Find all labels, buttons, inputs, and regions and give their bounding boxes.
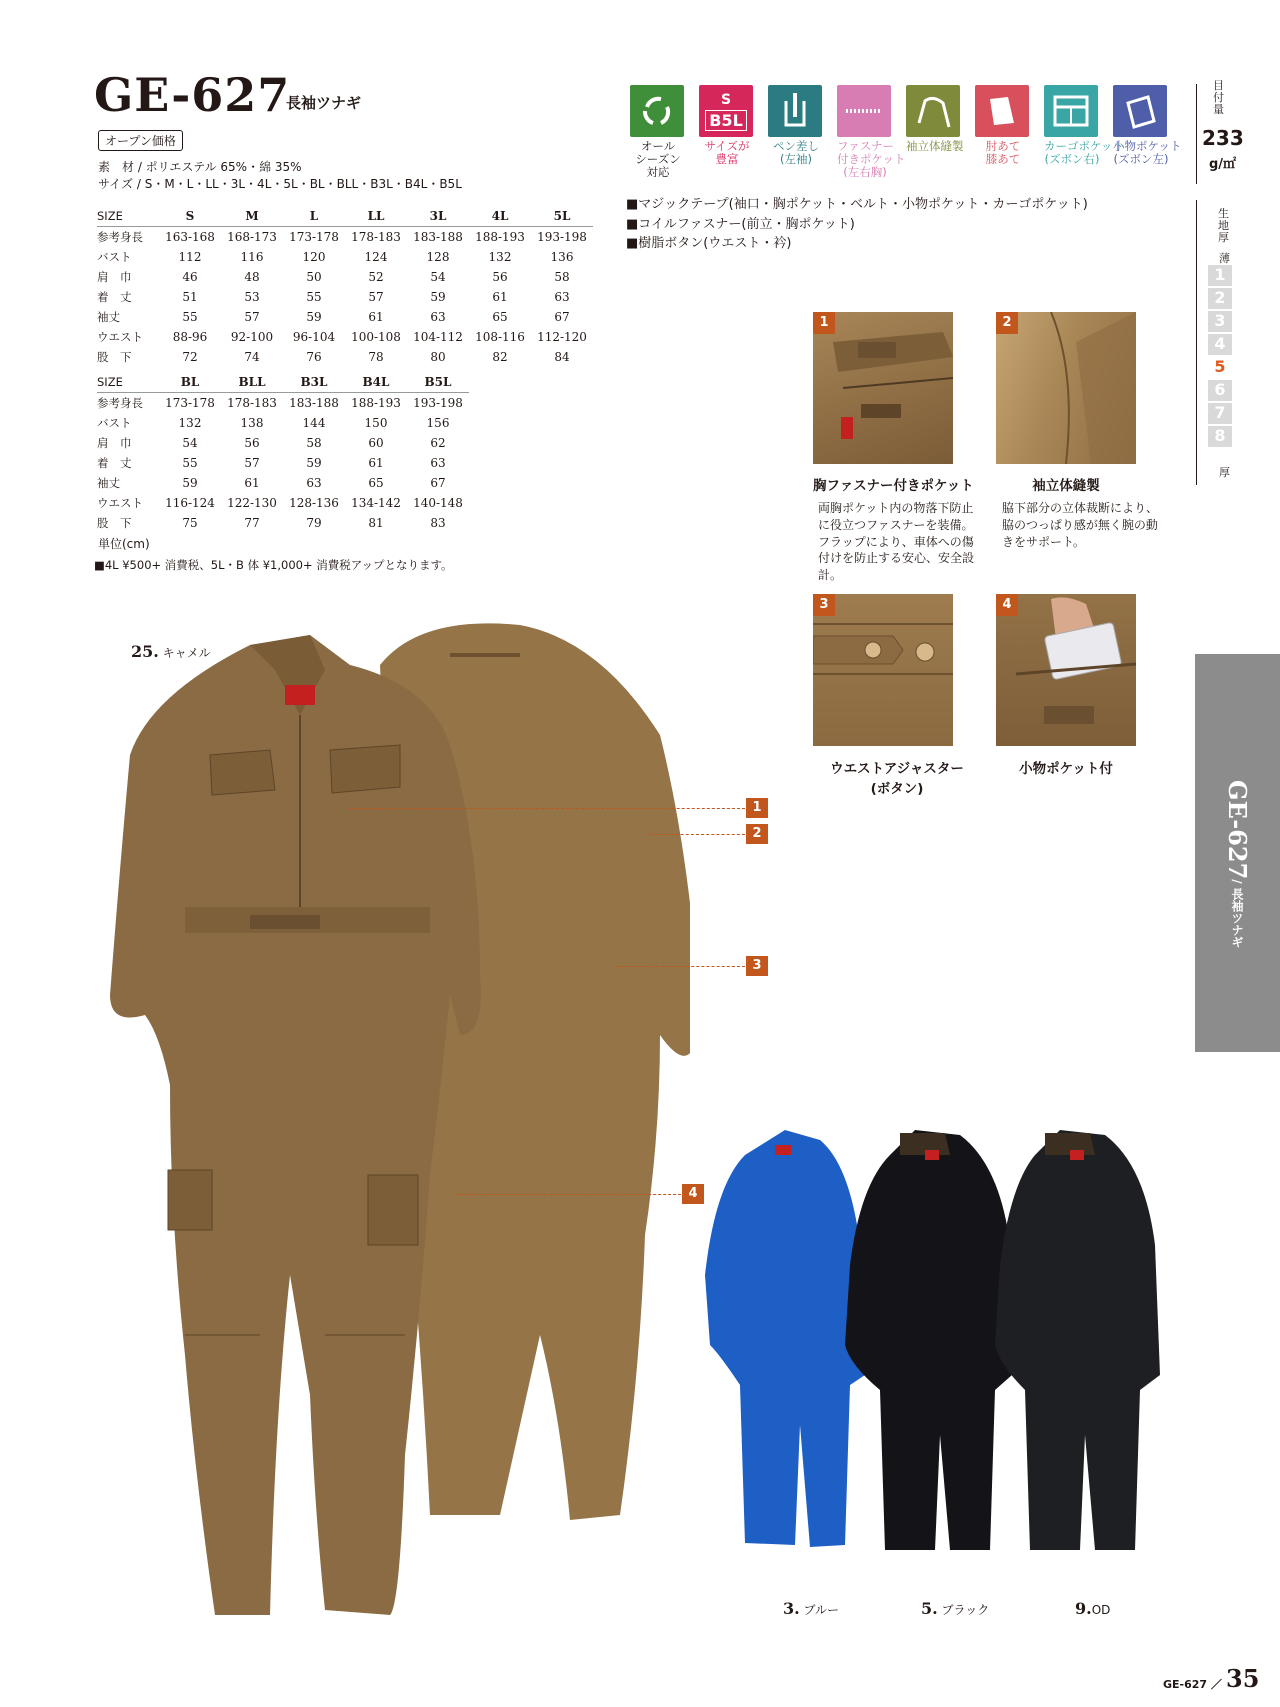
feature-list: [626, 195, 1088, 254]
size-cell: 59: [430, 290, 446, 304]
size-cell: 188-193: [351, 396, 401, 410]
thickness-level: 6: [1208, 380, 1232, 403]
size-row-label: ウエスト: [97, 496, 143, 510]
icon-box-text: S: [720, 91, 732, 108]
size-cell: 54: [182, 436, 198, 450]
size-header-cell: LL: [345, 206, 407, 227]
icon-caption-line: 付きポケット: [837, 152, 906, 167]
size-header-cell: 3L: [407, 206, 469, 227]
waist-adjuster-image: [813, 594, 953, 746]
size-cell: 56: [244, 436, 260, 450]
size-cell: 116-124: [165, 496, 215, 510]
callout-line: [650, 834, 745, 835]
side-tab-model: GE-627: [1223, 780, 1252, 880]
size-cell: 74: [244, 350, 260, 364]
detail-title-3-line-1: ウエストアジャスター: [830, 761, 964, 777]
detail-number: 2: [996, 312, 1018, 334]
icon-caption-line: 豊富: [715, 152, 739, 167]
size-header-cell: BLL: [221, 372, 283, 393]
cargo-pocket-icon-box: [1044, 85, 1098, 137]
icon-caption-line: 膝あて: [985, 152, 1021, 167]
size-cell: 59: [306, 456, 322, 470]
size-cell: 51: [182, 290, 198, 304]
size-cell: 58: [554, 270, 570, 284]
detail-number: 1: [813, 312, 835, 334]
size-cell: 57: [244, 456, 260, 470]
chest-pocket-image: [813, 312, 953, 464]
size-row: [97, 513, 469, 533]
size-cell: 60: [368, 436, 384, 450]
size-cell: 140-148: [413, 496, 463, 510]
small-pocket-icon: [1113, 85, 1182, 167]
size-cell: 61: [368, 310, 384, 324]
detail-title-1: 胸ファスナー付きポケット: [813, 478, 974, 494]
icon-caption: [906, 140, 962, 153]
detail-text-1: 両胸ポケット内の物落下防止に役立つファスナーを装備。フラップにより、車体への傷付けを防止する安心、安全設計。: [818, 501, 975, 583]
icon-caption: [837, 139, 906, 180]
weight-unit: g/㎡: [1209, 157, 1237, 172]
size-cell: 116: [240, 250, 264, 264]
icon-caption-line: カーゴポケット: [1044, 139, 1124, 153]
size-cell: 46: [182, 270, 198, 284]
size-row-label: 股 下: [97, 350, 132, 364]
detail-photo-4: [996, 594, 1136, 746]
color-name: ブルー: [803, 1603, 840, 1617]
size-row-label: 肩 巾: [97, 436, 132, 450]
size-header-cell: B3L: [283, 372, 345, 393]
size-cell: 178-183: [227, 396, 277, 410]
size-cell: 132: [178, 416, 202, 430]
size-header-cell: 4L: [469, 206, 531, 227]
icon-caption-line: 袖立体縫製: [906, 139, 964, 153]
detail-number: 4: [996, 594, 1018, 616]
coverall-od: [995, 1130, 1160, 1550]
size-cell: 75: [182, 516, 198, 530]
detail-title-2: 袖立体縫製: [1032, 478, 1100, 494]
small-pocket-image: [996, 594, 1136, 746]
callout-4: 4: [682, 1184, 704, 1204]
3d-sleeve-icon: [906, 85, 962, 153]
color-name: キャメル: [162, 646, 211, 660]
size-row-label: バスト: [97, 250, 132, 264]
elbow-knee-pad-icon-box: [975, 85, 1029, 137]
all-season-icon-box: [630, 85, 684, 137]
size-cell: 61: [492, 290, 508, 304]
thickness-level: 4: [1208, 334, 1232, 357]
detail-photo-3: [813, 594, 953, 746]
size-cell: 128: [426, 250, 450, 264]
size-cell: 104-112: [413, 330, 463, 344]
icon-caption-line: (ズボン左): [1113, 152, 1169, 167]
size-cell: 150: [364, 416, 388, 430]
icon-caption-line: 肘あて: [985, 139, 1021, 153]
divider: [1196, 200, 1197, 485]
icon-caption-line: 対応: [646, 165, 670, 180]
size-cell: 124: [364, 250, 388, 264]
feature-item: ■マジックテープ(袖口・胸ポケット・ベルト・小物ポケット・カーゴポケット): [626, 197, 1088, 212]
coverall-black: [845, 1130, 1012, 1550]
elbow-knee-pad-icon: [975, 85, 1031, 166]
cargo-pocket-icon: [1044, 85, 1124, 167]
pen-holder-icon-box: [768, 85, 822, 137]
size-cell: 100-108: [351, 330, 401, 344]
size-row-label: ウエスト: [97, 330, 143, 344]
size-cell: 132: [488, 250, 512, 264]
unit-label: 単位(cm): [98, 537, 150, 551]
size-cell: 63: [306, 476, 322, 490]
material-line: 素 材 / ポリエステル 65%・綿 35%: [98, 160, 302, 174]
size-cell: 79: [306, 516, 322, 530]
size-header-cell: B4L: [345, 372, 407, 393]
size-header-label: SIZE: [97, 206, 159, 227]
size-cell: 55: [306, 290, 322, 304]
size-cell: 173-178: [165, 396, 215, 410]
color-label-blue: [783, 1599, 839, 1618]
small-pocket-icon-box: [1113, 85, 1167, 137]
callout-line: [350, 808, 745, 809]
size-row: [97, 453, 469, 473]
size-cell: 67: [554, 310, 570, 324]
size-cell: 77: [244, 516, 260, 530]
icon-caption-line: 小物ポケット: [1113, 139, 1182, 153]
thickness-level: 2: [1208, 288, 1232, 311]
size-cell: 81: [368, 516, 384, 530]
model-subtitle: 長袖ツナギ: [286, 94, 362, 112]
size-cell: 78: [368, 350, 384, 364]
size-cell: 62: [430, 436, 446, 450]
callout-line: [615, 966, 745, 967]
icon-caption: [699, 140, 755, 166]
size-header-cell: S: [159, 206, 221, 227]
detail-title-3-line-2: (ボタン): [870, 781, 924, 797]
size-row-label: 股 下: [97, 516, 132, 530]
size-row: [97, 327, 593, 347]
thickness-level: 5: [1208, 357, 1232, 380]
zipper-pocket-icon-box: [837, 85, 891, 137]
size-cell: 112-120: [537, 330, 587, 344]
size-row: [97, 267, 593, 287]
size-header-cell: 5L: [531, 206, 593, 227]
size-cell: 54: [430, 270, 446, 284]
size-cell: 183-188: [289, 396, 339, 410]
color-name: ブラック: [941, 1603, 990, 1617]
size-cell: 163-168: [165, 230, 215, 244]
size-cell: 55: [182, 310, 198, 324]
size-cell: 120: [302, 250, 326, 264]
size-cell: 84: [554, 350, 570, 364]
size-row: [97, 493, 469, 513]
size-cell: 52: [368, 270, 384, 284]
size-cell: 168-173: [227, 230, 277, 244]
size-cell: 108-116: [475, 330, 525, 344]
all-season-icon: [630, 85, 686, 180]
callout-1: 1: [746, 798, 768, 818]
size-cell: 53: [244, 290, 260, 304]
color-number: 5.: [921, 1599, 938, 1618]
color-number: 3.: [783, 1599, 800, 1618]
icon-caption-line: (左右胸): [843, 165, 887, 180]
size-cell: 178-183: [351, 230, 401, 244]
size-row: [97, 307, 593, 327]
3d-sleeve-icon-box: [906, 85, 960, 137]
size-cell: 122-130: [227, 496, 277, 510]
icon-caption: [975, 140, 1031, 166]
side-tab-sub: / 長袖ツナギ: [1230, 879, 1244, 948]
footer-model: GE-627 ／: [1163, 1678, 1222, 1691]
size-header-cell: BL: [159, 372, 221, 393]
callout-2: 2: [746, 824, 768, 844]
size-row: [97, 227, 593, 248]
size-cell: 56: [492, 270, 508, 284]
detail-title-4: 小物ポケット付: [1019, 761, 1113, 777]
size-row: [97, 473, 469, 493]
thickness-label: 生地厚: [1218, 207, 1229, 245]
size-cell: 76: [306, 350, 322, 364]
size-cell: 83: [430, 516, 446, 530]
thickness-level: 3: [1208, 311, 1232, 334]
size-header-label: SIZE: [97, 372, 159, 393]
size-cell: 128-136: [289, 496, 339, 510]
size-cell: 136: [550, 250, 574, 264]
size-row-label: 参考身長: [97, 230, 143, 244]
icon-caption-line: (左袖): [780, 152, 812, 167]
page-number: 35: [1226, 1664, 1260, 1693]
size-cell: 72: [182, 350, 198, 364]
size-cell: 65: [492, 310, 508, 324]
size-cell: 82: [492, 350, 508, 364]
price-badge: オープン価格: [98, 130, 183, 151]
icon-caption-line: シーズン: [635, 152, 681, 167]
size-cell: 50: [306, 270, 322, 284]
size-range-icon: [699, 85, 755, 166]
divider: [1196, 84, 1197, 184]
size-row-label: 袖丈: [97, 310, 120, 324]
size-cell: 144: [302, 416, 326, 430]
icon-caption-line: オール: [640, 139, 676, 153]
size-header-cell: M: [221, 206, 283, 227]
weight-label: 目付量: [1213, 79, 1224, 117]
size-cell: 156: [426, 416, 450, 430]
size-cell: 55: [182, 456, 198, 470]
callout-line: [455, 1194, 681, 1195]
size-cell: 58: [306, 436, 322, 450]
size-header-row: [97, 206, 593, 227]
price-note: ■4L ¥500+ 消費税、5L・B 体 ¥1,000+ 消費税アップとなります。: [94, 558, 453, 572]
size-cell: 88-96: [172, 330, 208, 344]
size-cell: 112: [178, 250, 202, 264]
size-row-label: 参考身長: [97, 396, 143, 410]
feature-item: ■コイルファスナー(前立・胸ポケット): [626, 216, 855, 232]
size-cell: 59: [182, 476, 198, 490]
size-cell: 92-100: [230, 330, 274, 344]
detail-photo-1: [813, 312, 953, 464]
size-row: [97, 247, 593, 267]
size-row: [97, 433, 469, 453]
size-cell: 96-104: [292, 330, 336, 344]
feature-item: ■樹脂ボタン(ウエスト・衿): [626, 236, 792, 251]
size-row: [97, 413, 469, 433]
color-label-black: [921, 1599, 989, 1618]
icon-caption: [1113, 139, 1182, 167]
coverall-camel-image: [100, 615, 690, 1645]
size-header-cell: B5L: [407, 372, 469, 393]
size-cell: 61: [244, 476, 260, 490]
size-range-icon-box: [699, 85, 753, 137]
size-table-1: [97, 206, 593, 367]
size-cell: 63: [430, 456, 446, 470]
model-number: GE-627: [94, 68, 291, 122]
size-cell: 48: [244, 270, 260, 284]
color-number: 25.: [131, 642, 159, 661]
size-cell: 61: [368, 456, 384, 470]
size-cell: 193-198: [413, 396, 463, 410]
size-row-label: 着 丈: [97, 290, 132, 304]
size-cell: 67: [430, 476, 446, 490]
coverall-blue: [705, 1130, 865, 1547]
size-row-label: バスト: [97, 416, 132, 430]
detail-text-2: 脇下部分の立体裁断により、脇のつっぱり感が無く腕の動きをサポート。: [1002, 501, 1159, 549]
size-cell: 59: [306, 310, 322, 324]
size-row-label: 着 丈: [97, 456, 132, 470]
color-name: OD: [1091, 1603, 1111, 1617]
icon-caption-line: サイズが: [704, 139, 750, 153]
color-label-od: [1075, 1599, 1110, 1618]
icon-caption-line: ファスナー: [837, 139, 895, 153]
size-header-cell: L: [283, 206, 345, 227]
side-tab-text: [1196, 780, 1252, 1040]
sleeve-seam-image: [996, 312, 1136, 464]
size-header-row: [97, 372, 469, 393]
size-row-label: 肩 巾: [97, 270, 132, 284]
icon-box-text: B5L: [705, 110, 747, 131]
size-cell: 193-198: [537, 230, 587, 244]
icon-caption: [1044, 139, 1124, 167]
size-cell: 63: [554, 290, 570, 304]
color-number: 9.: [1075, 1599, 1092, 1618]
size-row: [97, 393, 469, 414]
size-row: [97, 287, 593, 307]
detail-title-3: [813, 757, 981, 797]
callout-3: 3: [746, 956, 768, 976]
thickness-level: 1: [1208, 265, 1232, 288]
icon-caption: [630, 140, 686, 180]
size-cell: 188-193: [475, 230, 525, 244]
size-cell: 57: [368, 290, 384, 304]
detail-number: 3: [813, 594, 835, 616]
size-cell: 63: [430, 310, 446, 324]
sizes-line: サイズ / S・M・L・LL・3L・4L・5L・BL・BLL・B3L・B4L・B5L: [98, 177, 462, 191]
size-cell: 65: [368, 476, 384, 490]
size-cell: 173-178: [289, 230, 339, 244]
size-cell: 80: [430, 350, 446, 364]
size-row-label: 袖丈: [97, 476, 120, 490]
thick-label: 厚: [1219, 466, 1230, 479]
footer-model-text: GE-627: [1163, 1678, 1208, 1691]
detail-photo-2: [996, 312, 1136, 464]
thickness-level: 8: [1208, 426, 1232, 449]
thickness-level: 7: [1208, 403, 1232, 426]
size-row: [97, 347, 593, 367]
size-cell: 138: [240, 416, 264, 430]
size-table-2: [97, 372, 469, 533]
coverall-variants-image: [700, 1125, 1200, 1600]
size-cell: 57: [244, 310, 260, 324]
thin-label: 薄: [1219, 252, 1230, 265]
size-cell: 134-142: [351, 496, 401, 510]
zipper-pocket-icon: [837, 85, 906, 180]
icon-caption-line: ペン差し: [773, 139, 819, 153]
icon-caption-line: (ズボン右): [1044, 152, 1100, 167]
size-cell: 183-188: [413, 230, 463, 244]
pen-holder-icon: [768, 85, 824, 166]
weight-value: 233: [1202, 126, 1244, 150]
icon-caption: [768, 140, 824, 166]
